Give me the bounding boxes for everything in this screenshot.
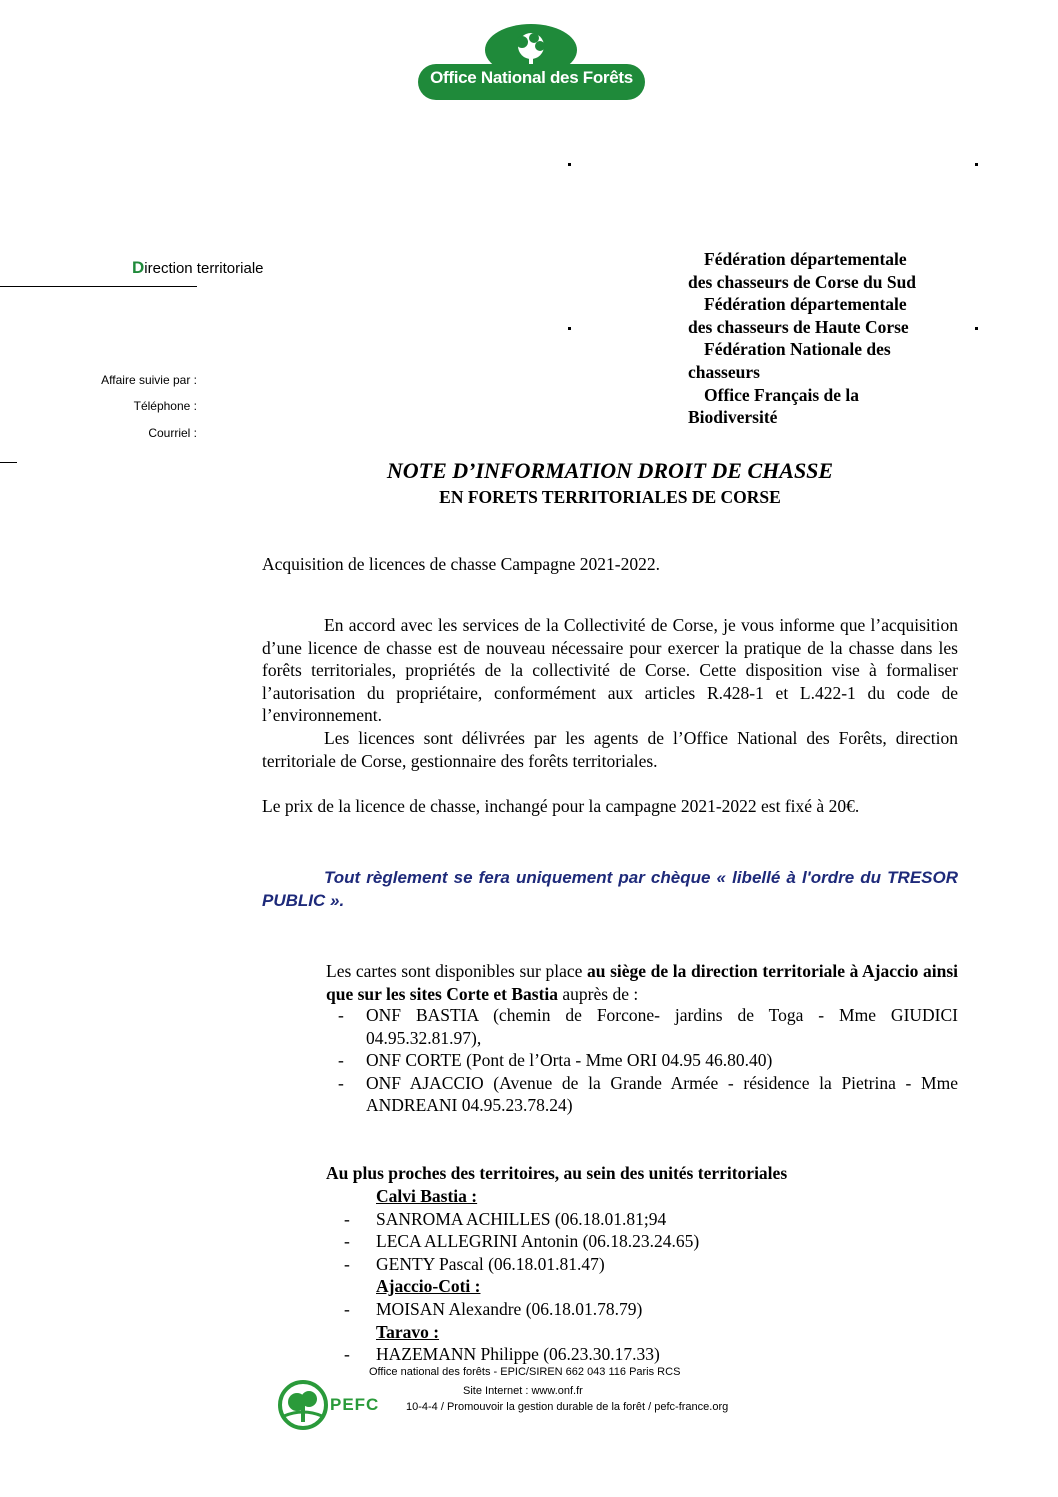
list-item: - GENTY Pascal (06.18.01.81.47) — [344, 1253, 605, 1274]
recipient: Fédération Nationale des chasseurs — [688, 339, 891, 382]
list-item: - LECA ALLEGRINI Antonin (06.18.23.24.65) — [344, 1231, 700, 1252]
direction-label — [132, 258, 264, 278]
object-line: Acquisition de licences de chasse Campagne 2021-2022. — [262, 554, 661, 574]
list-item: - ONF CORTE (Pont de l’Orta - Mme ORI 04.95 46.80.40) — [338, 1050, 773, 1071]
recipient: Fédération départementale des chasseurs de Haute Corse — [688, 294, 909, 337]
unit-name: Ajaccio-Coti : — [376, 1276, 481, 1297]
units-title: Au plus proches des territoires, au sein des unités territoriales — [326, 1163, 788, 1183]
marker-dot — [568, 327, 571, 330]
marker-dot — [568, 163, 571, 166]
logo-text: Office National des Forêts — [430, 68, 633, 87]
left-rule — [0, 462, 17, 463]
telephone-label: Téléphone : — [133, 399, 197, 413]
pefc-logo — [278, 1380, 398, 1430]
list-item: - ONF BASTIA (chemin de Forcone- jardins de Toga - Mme GIUDICI 04.95.32.81.97), — [338, 1005, 958, 1048]
units-block — [344, 1185, 944, 1366]
price-line: Le prix de la licence de chasse, inchangé pour la campagne 2021-2022 est fixé à 20€. — [262, 796, 860, 816]
unit-name: Taravo : — [376, 1321, 440, 1342]
direction-rest: irection territoriale — [144, 260, 264, 277]
list-item: - ONF AJACCIO (Avenue de la Grande Armée - résidence la Pietrina - Mme ANDREANI 04.95.23.78.24) — [338, 1072, 958, 1116]
offices-list — [338, 1004, 958, 1117]
list-item: - SANROMA ACHILLES (06.18.01.81;94 — [344, 1208, 667, 1229]
recipient: Fédération départementale des chasseurs de Corse du Sud — [688, 249, 917, 292]
footer-line-1: Office national des forêts - EPIC/SIREN 662 043 116 Paris RCS — [369, 1366, 681, 1378]
recipient: Office Français de la Biodiversité — [688, 384, 860, 428]
cards-intro: Les cartes sont disponibles sur place au siège de la direction territoriale à Ajaccio ainsi que sur les sites Corte et Bastia auprès de : — [326, 961, 958, 1004]
marker-dot — [975, 327, 978, 330]
payment-notice: Tout règlement se fera uniquement par chèque « libellé à l'ordre du TRESOR PUBLIC ». — [262, 868, 958, 910]
list-item: - MOISAN Alexandre (06.18.01.78.79) — [344, 1298, 643, 1319]
paragraph-2: Les licences sont délivrées par les agents de l’Office National des Forêts, direction territoriale de Corse, gestionnaire des forêts territoriales. — [262, 728, 958, 771]
footer-line-2: Site Internet : www.onf.fr — [463, 1385, 583, 1397]
unit-name: Calvi Bastia : — [376, 1186, 478, 1206]
pefc-text: PEFC — [330, 1395, 380, 1414]
footer-line-3: 10-4-4 / Promouvoir la gestion durable de la forêt / pefc-france.org — [406, 1401, 729, 1413]
affaire-label: Affaire suivie par : — [101, 373, 197, 387]
note-subtitle: EN FORETS TERRITORIALES DE CORSE — [439, 487, 781, 507]
onf-tree-icon — [418, 24, 645, 100]
onf-logo — [418, 24, 645, 100]
recipients-block — [688, 248, 916, 429]
direction-initial: D — [132, 258, 145, 277]
marker-dot — [975, 163, 978, 166]
direction-rule — [0, 286, 197, 287]
list-item: - HAZEMANN Philippe (06.23.30.17.33) — [344, 1344, 660, 1365]
courriel-label: Courriel : — [148, 426, 197, 440]
note-title: NOTE D’INFORMATION DROIT DE CHASSE — [386, 458, 834, 483]
paragraph-1: En accord avec les services de la Collectivité de Corse, je vous informe que l’acquisition d’une licence de chasse est de nouveau nécessaire pour exercer la pratique de la chasse dans les forêts territoriales, propriétés de la collectivité de Corse. Cette disposition vise à formaliser l’autorisation du propriétaire, conformément aux articles R.428-1 et L.422-1 du code de l’environnement. — [262, 615, 958, 726]
